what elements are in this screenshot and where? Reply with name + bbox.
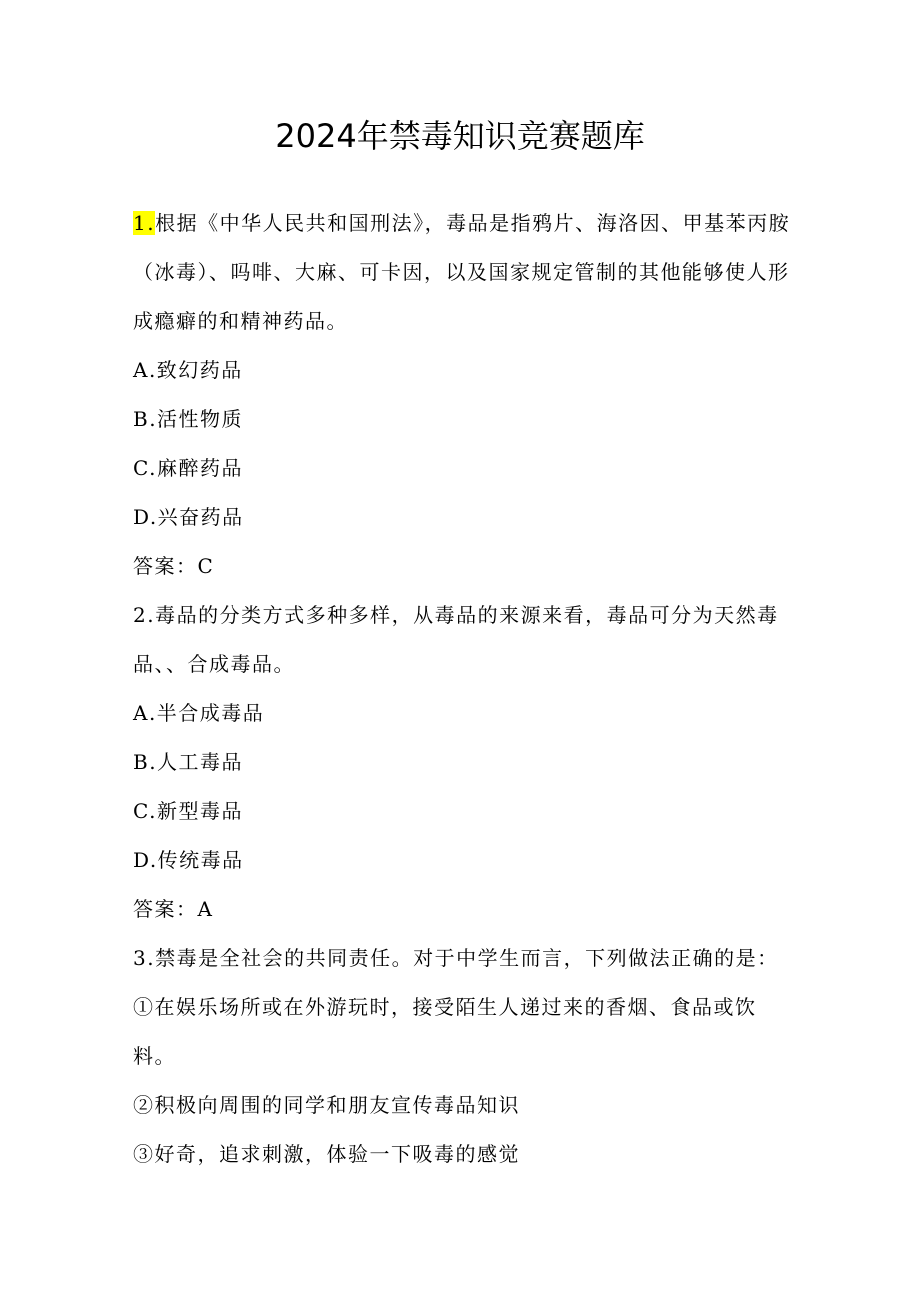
question-2-option-a: A.半合成毒品 xyxy=(133,701,265,725)
question-3-item-1: ①在娱乐场所或在外游玩时，接受陌生人递过来的香烟、食品或饮料。 xyxy=(133,995,757,1068)
question-1-answer: 答案：C xyxy=(133,554,215,578)
question-list xyxy=(133,199,793,1179)
question-1-number: 1. xyxy=(133,211,156,235)
question-1-stem xyxy=(133,199,793,346)
question-1-option-b: B.活性物质 xyxy=(133,407,244,431)
question-1-text: 根据《中华人民共和国刑法》，毒品是指鸦片、海洛因、甲基苯丙胺（冰毒）、吗啡、大麻、可卡因，以及国家规定管制的其他能够使人形成瘾癖的和精神药品。 xyxy=(133,211,791,333)
question-2-option-d: D.传统毒品 xyxy=(133,848,244,872)
question-2-option-b: B.人工毒品 xyxy=(133,750,244,774)
question-2-stem: 2.毒品的分类方式多种多样，从毒品的来源来看，毒品可分为天然毒品、、合成毒品。 xyxy=(133,603,779,676)
document-title: 2024年禁毒知识竞赛题库 xyxy=(275,117,645,155)
question-2-answer: 答案：A xyxy=(133,897,214,921)
question-1-option-d: D.兴奋药品 xyxy=(133,505,244,529)
question-3-item-3: ③好奇，追求刺激，体验一下吸毒的感觉 xyxy=(133,1142,520,1166)
question-1-option-c: C.麻醉药品 xyxy=(133,456,243,480)
question-3-stem: 3.禁毒是全社会的共同责任。对于中学生而言，下列做法正确的是： xyxy=(133,946,779,970)
question-1-option-a: A.致幻药品 xyxy=(133,358,243,382)
question-3-item-2: ②积极向周围的同学和朋友宣传毒品知识 xyxy=(133,1093,520,1117)
question-2-option-c: C.新型毒品 xyxy=(133,799,243,823)
